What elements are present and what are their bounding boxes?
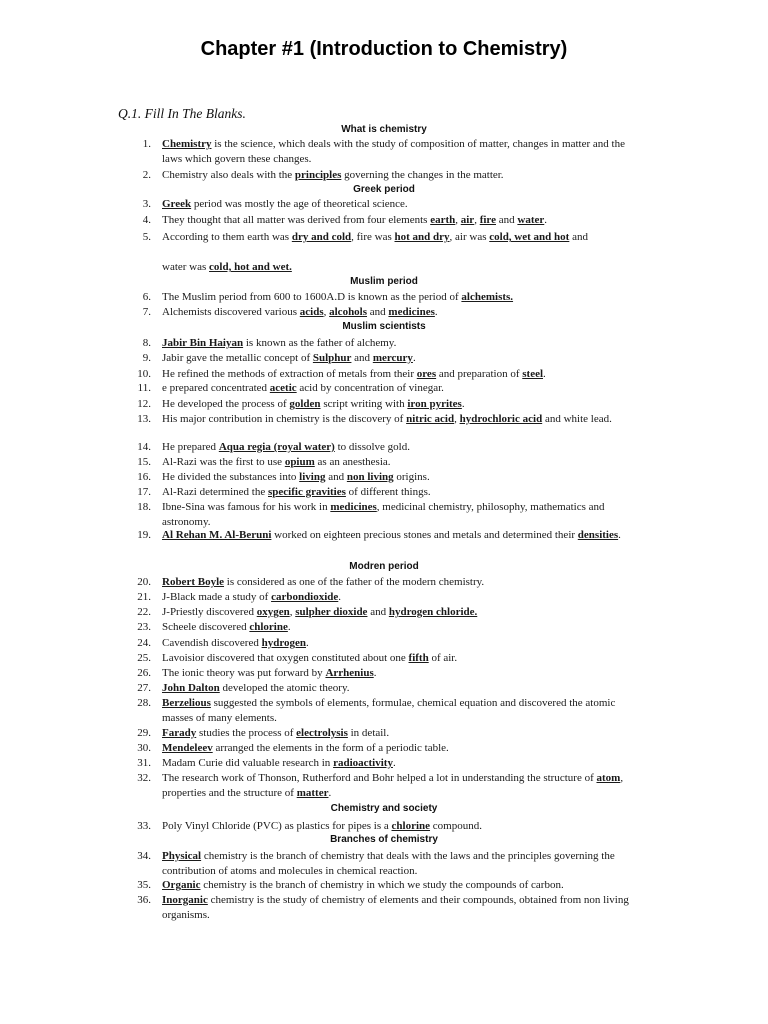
section-heading: Greek period (353, 184, 415, 195)
answer-blank: John Dalton (162, 682, 220, 694)
answer-blank: Organic (162, 879, 201, 891)
answer-blank: acetic (269, 382, 297, 394)
item-text-run: Scheele discovered (162, 621, 250, 633)
item-text-run: Chemistry also deals with the (162, 169, 295, 181)
item-text-run: Alchemists discovered various (162, 306, 300, 318)
item-number: 14. (137, 441, 151, 453)
item-text-run: Al-Razi determined the (162, 486, 268, 498)
answer-blank: golden (289, 398, 321, 410)
answer-blank: medicines (330, 501, 377, 513)
item-text (162, 605, 640, 620)
item-text (162, 470, 640, 485)
item-text-run: . (306, 637, 309, 649)
answer-blank: chlorine (391, 820, 431, 832)
answer-blank: medicines (388, 306, 435, 318)
item-text-run: origins. (393, 471, 430, 483)
item-text-run: and (569, 231, 588, 243)
item-text-run: is considered as one of the father of the modern chemistry. (224, 576, 485, 588)
item-text-run: in detail. (347, 727, 390, 739)
item-number: 9. (142, 352, 151, 364)
item-text-run: . (434, 306, 438, 318)
item-number: 27. (137, 682, 151, 694)
item-text (162, 893, 640, 923)
item-number: 28. (137, 697, 151, 709)
answer-blank: atom (596, 772, 621, 784)
answer-blank: dry and cold (291, 231, 352, 243)
item-text (162, 213, 640, 228)
answer-blank: hydrogen (261, 637, 307, 649)
item-text (162, 485, 640, 500)
answer-blank: principles (294, 169, 342, 181)
item-text-run: acid by concentration of vinegar. (296, 382, 444, 394)
item-number: 2. (142, 169, 151, 181)
item-text-run: . (412, 352, 416, 364)
item-text-run: , air was (449, 231, 490, 243)
item-text (162, 168, 640, 183)
item-number: 25. (137, 652, 151, 664)
item-text-run: Cavendish discovered (162, 637, 262, 649)
answer-blank: matter (296, 787, 329, 799)
item-number: 21. (137, 591, 151, 603)
item-text (162, 741, 640, 756)
item-text (162, 726, 640, 741)
section-heading: Muslim period (350, 276, 418, 287)
answer-blank: Chemistry (162, 138, 212, 150)
answer-blank: mercury (372, 352, 413, 364)
item-text (162, 336, 640, 351)
section-heading: Branches of chemistry (330, 834, 438, 845)
item-text (162, 230, 640, 245)
item-text-run: . (544, 214, 548, 226)
item-text-run: . (543, 368, 546, 380)
item-number: 16. (137, 471, 151, 483)
answer-blank: Farady (162, 727, 197, 739)
answer-blank: Jabir Bin Haiyan (162, 337, 244, 349)
item-text-run: . (392, 757, 396, 769)
item-text (162, 137, 640, 167)
item-text-run: . (461, 398, 465, 410)
item-text-run: , properties and the structure of (162, 772, 624, 799)
item-text-run: The ionic theory was put forward by (162, 667, 326, 679)
item-text-run: developed the atomic theory. (219, 682, 350, 694)
section-heading: Chemistry and society (330, 803, 438, 814)
item-text (162, 575, 640, 590)
item-text-run: He prepared (162, 441, 219, 453)
item-text (162, 651, 640, 666)
item-text-run: , (289, 606, 296, 618)
item-number: 26. (137, 667, 151, 679)
answer-blank: non living (346, 471, 394, 483)
item-text-run: and (351, 352, 373, 364)
item-text (162, 412, 640, 427)
item-text (162, 590, 640, 605)
item-number: 4. (142, 214, 151, 226)
item-text (162, 290, 640, 305)
answer-blank: densities (577, 529, 619, 541)
item-number: 6. (142, 291, 151, 303)
item-text-run: Ibne-Sina was famous for his work in (162, 501, 331, 513)
item-number: 18. (137, 501, 151, 513)
answer-blank: air (460, 214, 475, 226)
answer-blank: carbondioxide (271, 591, 339, 603)
item-text-run: period was mostly the age of theoretical science. (191, 198, 408, 210)
item-text-run: . (287, 621, 291, 633)
answer-blank: hydrochloric acid (459, 413, 543, 425)
item-text (162, 696, 640, 726)
item-text (162, 878, 640, 893)
answer-blank: nitric acid (406, 413, 455, 425)
answer-blank: cold, wet and hot (489, 231, 570, 243)
item-number: 20. (137, 576, 151, 588)
section-heading: Muslim scientists (342, 321, 426, 332)
answer-blank: ores (416, 368, 437, 380)
answer-blank: Mendeleev (162, 742, 213, 754)
answer-blank: living (299, 471, 326, 483)
item-text-run: , (323, 306, 330, 318)
item-text-run: and (496, 214, 518, 226)
item-text-run: . (618, 529, 621, 541)
item-text-run: and (325, 471, 347, 483)
item-text-run: Lavoisior discovered that oxygen constituted about one (162, 652, 409, 664)
item-text (162, 849, 640, 879)
item-number: 5. (142, 231, 151, 243)
item-text-run: chemistry is the branch of chemistry in which we study the compounds of carbon. (200, 879, 564, 891)
item-text-run: to dissolve gold. (334, 441, 410, 453)
question-heading: Q.1. Fill In The Blanks. (118, 106, 246, 121)
item-text-run: , fire was (351, 231, 395, 243)
answer-blank: electrolysis (296, 727, 348, 739)
item-number: 3. (142, 198, 151, 210)
item-text-run: and preparation of (436, 368, 523, 380)
item-text (162, 819, 640, 834)
answer-blank: Arrhenius (325, 667, 374, 679)
item-number: 22. (137, 606, 151, 618)
item-number: 17. (137, 486, 151, 498)
item-text (162, 351, 640, 366)
item-text-run: He refined the methods of extraction of metals from their (162, 368, 417, 380)
answer-blank: earth (430, 214, 456, 226)
item-number: 12. (137, 398, 151, 410)
item-text (162, 681, 640, 696)
item-text (162, 500, 640, 530)
answer-blank: fire (479, 214, 496, 226)
item-text-run: as an anesthesia. (314, 456, 391, 468)
item-text (162, 771, 640, 801)
answer-blank: iron pyrites (407, 398, 462, 410)
item-number: 31. (137, 757, 151, 769)
answer-blank: Berzelious (162, 697, 211, 709)
section-heading: What is chemistry (341, 124, 427, 135)
item-text-run: They thought that all matter was derived from four elements (162, 214, 431, 226)
item-text-run: studies the process of (196, 727, 297, 739)
item-number: 7. (142, 306, 151, 318)
item-text-run: Madam Curie did valuable research in (162, 757, 334, 769)
item-text-run: . (328, 787, 332, 799)
answer-blank: Al Rehan M. Al-Beruni (162, 529, 272, 541)
item-text (162, 756, 640, 771)
item-text-run: , medicinal chemistry, philosophy, mathematics and astronomy. (162, 501, 605, 528)
item-text-run: Poly Vinyl Chloride (PVC) as plastics for pipes is a (162, 820, 392, 832)
answer-blank: oxygen (256, 606, 290, 618)
item-text-run: . (338, 591, 342, 603)
item-number: 30. (137, 742, 151, 754)
item-number: 29. (137, 727, 151, 739)
answer-blank: alchemists. (461, 291, 514, 303)
item-text-run: of air. (428, 652, 458, 664)
item-text-run: , (454, 413, 460, 425)
item-text (162, 666, 640, 681)
page-title: Chapter #1 (Introduction to Chemistry) (200, 38, 568, 60)
item-text (162, 381, 640, 396)
item-text-run: compound. (430, 820, 482, 832)
item-text-run: arranged the elements in the form of a periodic table. (212, 742, 449, 754)
item-text-run: Al-Razi was the first to use (162, 456, 285, 468)
item-text-run: His major contribution in chemistry is the discovery of (162, 413, 407, 425)
answer-blank: opium (284, 456, 315, 468)
item-number: 11. (137, 382, 151, 394)
section-heading: Modren period (349, 561, 419, 572)
answer-blank: Robert Boyle (162, 576, 225, 588)
item-number: 13. (137, 413, 151, 425)
answer-blank: sulpher dioxide (295, 606, 368, 618)
item-text-run: of different things. (345, 486, 431, 498)
item-text-run: . (373, 667, 377, 679)
item-text-run: , (455, 214, 461, 226)
answer-blank: chlorine (249, 621, 288, 633)
answer-blank: cold, hot and wet. (209, 261, 292, 273)
item-text-run: suggested the symbols of elements, formulae, chemical equation and discovered the atomic masses of many elements. (162, 697, 616, 724)
item-text-run: and white lead. (542, 413, 612, 425)
item-text (162, 636, 640, 651)
item-text-run: chemistry is the branch of chemistry that deals with the laws and the principles governing the contribution of atoms and molecules in chemical reaction. (162, 850, 615, 877)
item-number: 10. (137, 368, 151, 380)
answer-blank: water (517, 214, 545, 226)
answer-blank: radioactivity (333, 757, 393, 769)
item-number: 15. (137, 456, 151, 468)
item-text (162, 367, 640, 382)
item-number: 19. (137, 529, 151, 541)
item-number: 34. (137, 850, 151, 862)
item-text (162, 620, 640, 635)
item-text-run: He developed the process of (162, 398, 290, 410)
item-text-run: worked on eighteen precious stones and metals and determined their (271, 529, 578, 541)
item-text (162, 305, 640, 320)
item-text (162, 455, 640, 470)
item-number: 24. (137, 637, 151, 649)
item-text-run: J-Black made a study of (162, 591, 272, 603)
item-text-run: The research work of Thonson, Rutherford and Bohr helped a lot in understanding the structure of (162, 772, 597, 784)
item-number: 36. (137, 894, 151, 906)
item-text-run: and (367, 606, 389, 618)
answer-blank: Aqua regia (royal water) (218, 441, 335, 453)
answer-blank: Sulphur (312, 352, 352, 364)
item-text (162, 260, 640, 275)
item-text-run: e prepared concentrated (162, 382, 270, 394)
answer-blank: specific gravities (268, 486, 346, 498)
item-text-run: Jabir gave the metallic concept of (162, 352, 313, 364)
answer-blank: Inorganic (162, 894, 208, 906)
item-text-run: J-Priestly discovered (162, 606, 257, 618)
item-text-run: chemistry is the study of chemistry of elements and their compounds, obtained from non living organisms. (162, 894, 629, 921)
item-text-run: According to them earth was (162, 231, 292, 243)
item-text-run: and (367, 306, 389, 318)
item-text-run: governing the changes in the matter. (341, 169, 504, 181)
answer-blank: alcohols (329, 306, 368, 318)
item-number: 23. (137, 621, 151, 633)
answer-blank: fifth (408, 652, 429, 664)
item-text (162, 528, 640, 543)
item-number: 35. (137, 879, 151, 891)
item-text (162, 397, 640, 412)
item-text (162, 197, 640, 212)
answer-blank: hydrogen chloride. (388, 606, 478, 618)
item-text-run: script writing with (320, 398, 408, 410)
answer-blank: steel (522, 368, 544, 380)
answer-blank: acids (299, 306, 324, 318)
answer-blank: Physical (162, 850, 202, 862)
item-text-run: is known as the father of alchemy. (243, 337, 397, 349)
item-text-run: , (474, 214, 480, 226)
item-text-run: water was (162, 261, 210, 273)
answer-blank: Greek (162, 198, 192, 210)
item-number: 1. (142, 138, 151, 150)
item-number: 33. (137, 820, 151, 832)
item-text (162, 440, 640, 455)
item-text-run: He divided the substances into (162, 471, 300, 483)
item-number: 32. (137, 772, 151, 784)
answer-blank: hot and dry (394, 231, 450, 243)
item-text-run: The Muslim period from 600 to 1600A.D is known as the period of (162, 291, 462, 303)
item-number: 8. (142, 337, 151, 349)
item-text-run: is the science, which deals with the study of composition of matter, changes in matter and the laws which govern these changes. (162, 138, 625, 165)
